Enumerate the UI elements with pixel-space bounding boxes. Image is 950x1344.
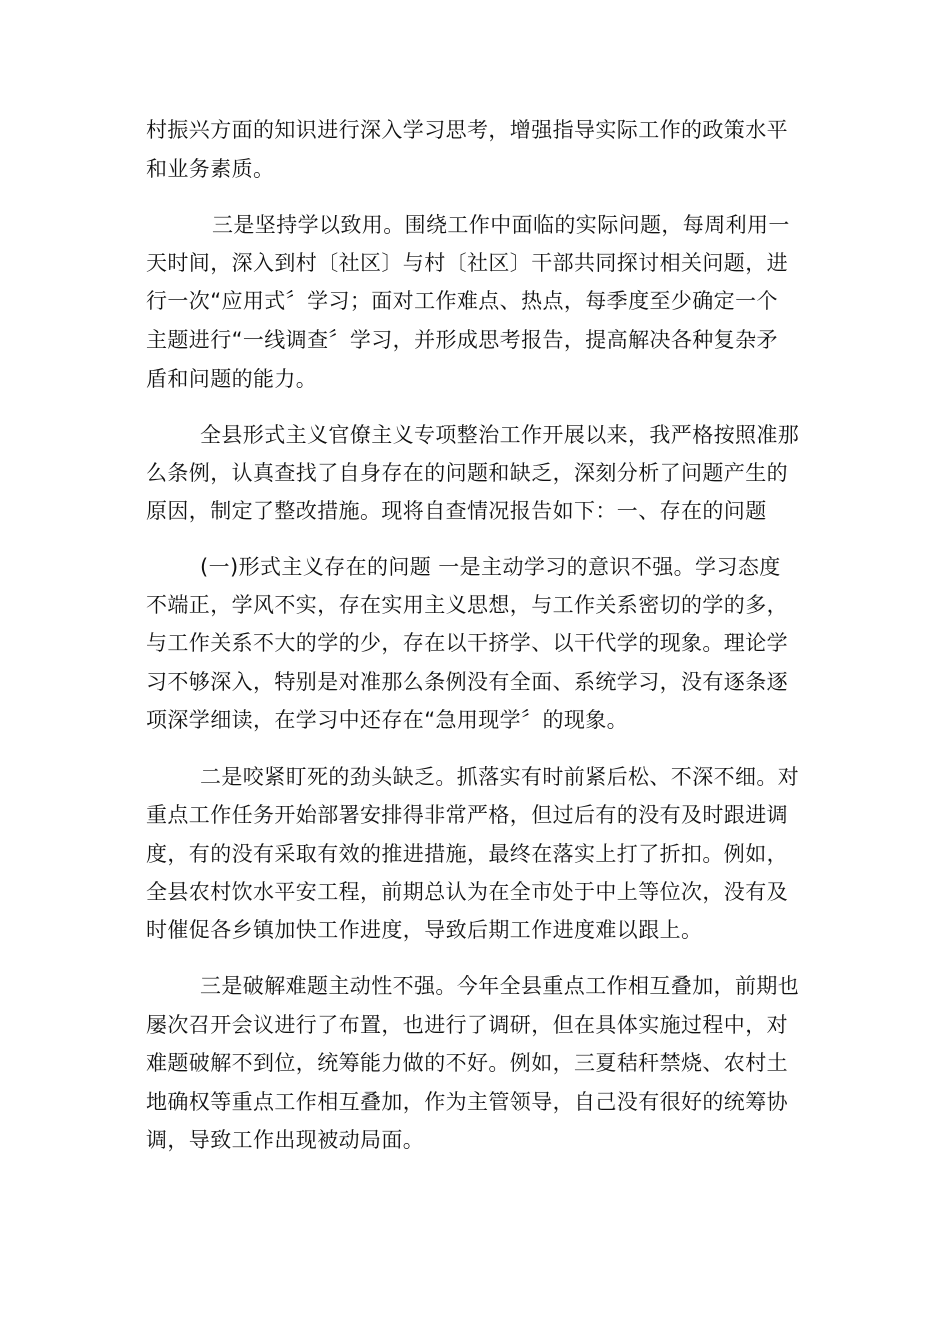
text-line: 天时间，深入到村〔社区〕与村〔社区〕干部共同探讨相关问题，进 [146, 251, 788, 275]
text-line: 度，有的没有采取有效的推进措施，最终在落实上打了折扣。例如， [146, 842, 788, 866]
text-line: 难题破解不到位，统筹能力做的不好。例如，三夏秸秆禁烧、农村土 [146, 1051, 788, 1075]
text-line: 全县农村饮水平安工程，前期总认为在全市处于中上等位次，没有及 [146, 880, 788, 904]
text-line: 主题进行“一线调查〞学习，并形成思考报告，提高解决各种复杂矛 [146, 328, 778, 352]
text-line: 三是坚持学以致用。围绕工作中面临的实际问题，每周利用一 [212, 213, 790, 237]
text-line: 不端正，学风不实，存在实用主义思想，与工作关系密切的学的多， [146, 593, 788, 617]
text-line: 项深学细读，在学习中还存在“急用现学〞的现象。 [146, 708, 629, 732]
text-line: 习不够深入，特别是对准那么条例没有全面、系统学习，没有逐条逐 [146, 670, 788, 694]
text-line: 与工作关系不大的学的少，存在以干挤学、以干代学的现象。理论学 [146, 631, 788, 655]
text-line: 行一次“应用式〞学习；面对工作难点、热点，每季度至少确定一个 [146, 289, 778, 313]
text-line: (一)形式主义存在的问题 一是主动学习的意识不强。学习态度 [200, 555, 781, 579]
text-line: 和业务素质。 [146, 157, 275, 181]
text-line: 盾和问题的能力。 [146, 367, 318, 391]
text-line: 调，导致工作出现被动局面。 [146, 1128, 425, 1152]
text-line: 地确权等重点工作相互叠加，作为主管领导，自己没有很好的统筹协 [146, 1090, 788, 1114]
text-line: 二是咬紧盯死的劲头缺乏。抓落实有时前紧后松、不深不细。对 [200, 765, 800, 789]
text-line: 全县形式主义官僚主义专项整治工作开展以来，我严格按照准那 [200, 423, 800, 447]
text-line: 屡次召开会议进行了布置，也进行了调研，但在具体实施过程中，对 [146, 1013, 788, 1037]
text-line: 村振兴方面的知识进行深入学习思考，增强指导实际工作的政策水平 [146, 118, 788, 142]
text-line: 三是破解难题主动性不强。今年全县重点工作相互叠加，前期也 [200, 974, 800, 998]
text-line: 重点工作任务开始部署安排得非常严格，但过后有的没有及时跟进调 [146, 803, 788, 827]
text-line: 原因，制定了整改措施。现将自查情况报告如下：一、存在的问题 [146, 499, 767, 523]
text-line: 时催促各乡镇加快工作进度，导致后期工作进度难以跟上。 [146, 918, 703, 942]
text-line: 么条例，认真查找了自身存在的问题和缺乏，深刻分析了问题产生的 [146, 461, 788, 485]
